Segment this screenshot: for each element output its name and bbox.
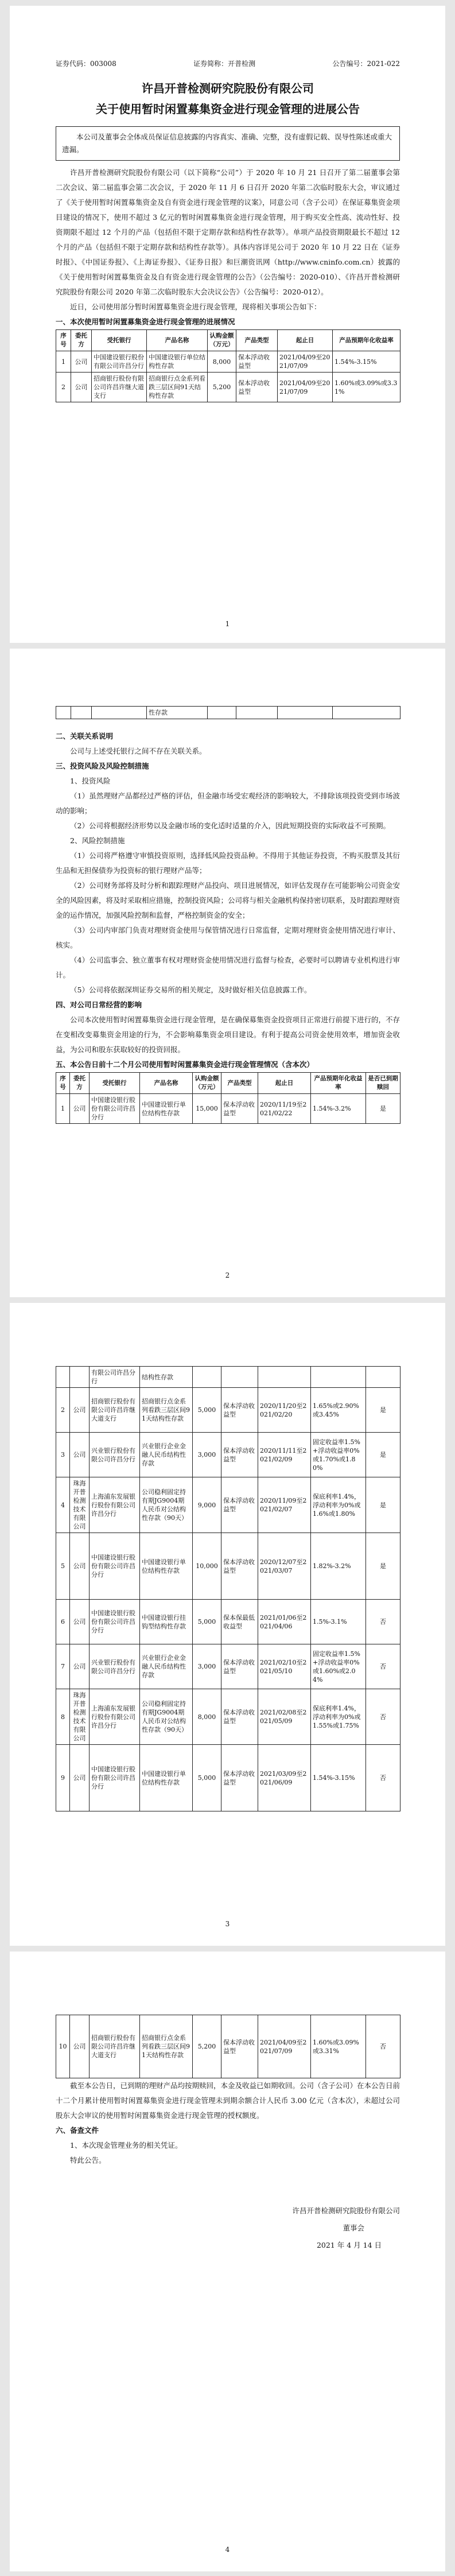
cell: 保本浮动收益型	[221, 1689, 258, 1745]
cell: 2	[56, 1388, 70, 1433]
cell: 兴业银行企业金融人民币结构性存款	[140, 1433, 193, 1477]
th-yield: 产品预期年化收益率	[311, 1073, 366, 1094]
th-amount: 认购金额（万元）	[193, 1073, 221, 1094]
cell: 2021/01/06至2021/04/06	[258, 1600, 311, 1644]
control-item-3: （3）公司内审部门负责对理财资金使用与保管情况进行日常监督，定期对理财资金使用情况进行审计、核实。	[56, 926, 400, 949]
header-line	[56, 59, 400, 68]
cell: 5	[56, 1533, 70, 1600]
cell: 中国建设银行单位结构性存款	[140, 1533, 193, 1600]
cell: 10,000	[193, 1533, 221, 1600]
page-4-body	[56, 2015, 400, 2254]
cell: 珠海开普检测技术有限公司	[70, 1477, 90, 1533]
table-row	[56, 1533, 400, 1600]
cell: 公司稳利固定持有期JG9004期人民币对公结构性存款（90天）	[140, 1477, 193, 1533]
th-product: 产品名称	[147, 330, 208, 351]
cell: 是	[366, 1477, 400, 1533]
cell: 2020/11/19至2021/02/22	[258, 1094, 311, 1124]
cell: 1	[56, 1094, 70, 1124]
th-yield: 产品预期年化收益率	[333, 330, 400, 351]
cell: 珠海开普检测技术有限公司	[70, 1689, 90, 1745]
control-heading: 2、风险控制措施	[70, 836, 125, 845]
cell: 公司	[70, 1600, 90, 1644]
cell: 2	[56, 373, 71, 402]
cell: 是	[366, 1433, 400, 1477]
cell: 中国建设银行挂钩型结构性存款	[140, 1600, 193, 1644]
page-number: 4	[225, 2546, 230, 2554]
cell: 1.54%-3.15%	[311, 1745, 366, 1811]
cell: 招商银行点金系列看跌三层区间91天结构性存款	[140, 1388, 193, 1433]
table-row	[56, 373, 400, 402]
th-bank: 受托银行	[90, 1073, 140, 1094]
table-twelve-months	[56, 1072, 400, 1124]
signature-date: 2021 年 4 月 14 日	[316, 2241, 382, 2249]
cell: 3	[56, 1433, 70, 1477]
table-row	[56, 707, 400, 719]
cell: 15,000	[193, 1094, 221, 1124]
cell: 1.65%或2.90%或3.45%	[311, 1388, 366, 1433]
page-2-top-fragment	[56, 706, 400, 719]
risk-heading: 1、投资风险	[70, 777, 111, 785]
cell: 9	[56, 1745, 70, 1811]
table-twelve-months-final	[56, 2015, 400, 2078]
cell: 保本浮动收益型	[221, 1644, 258, 1689]
cell: 招商银行股份有限公司许昌许继大道支行	[90, 1388, 140, 1433]
cell: 保底利率1.4%，浮动利率为0%或1.55%或1.75%	[311, 1689, 366, 1745]
cell: 性存款	[147, 707, 208, 719]
cell: 上海浦东发展银行股份有限公司许昌分行	[90, 1477, 140, 1533]
cell: 中国建设银行股份有限公司许昌分行	[90, 1094, 140, 1124]
cell: 保本保最低收益型	[221, 1600, 258, 1644]
page-number: 1	[225, 620, 230, 628]
table-row	[56, 1367, 400, 1388]
cell: 固定收益率1.5%+浮动收益率0%或1.70%或1.80%	[311, 1433, 366, 1477]
cell: 公司	[70, 1433, 90, 1477]
cell: 结构性存款	[140, 1367, 193, 1388]
table-continuation-fragment	[56, 706, 400, 719]
cell: 公司	[70, 1388, 90, 1433]
cell: 中国建设银行股份有限公司许昌分行	[90, 1745, 140, 1811]
risk-item-2: （2）公司将根据经济形势以及金融市场的变化适时适量的介入，因此短期投资的实际收益不可预期。	[70, 821, 390, 830]
page-title	[56, 78, 400, 119]
cell: 保本浮动收益型	[236, 373, 278, 402]
cell: 2021/04/09至2021/07/09	[278, 351, 333, 373]
body-section-1	[56, 165, 400, 402]
page-3	[10, 1303, 445, 1946]
th-redeemed: 是否已到期赎回	[366, 1073, 400, 1094]
cell: 1.82%-3.2%	[311, 1533, 366, 1600]
cell: 有限公司许昌分行	[90, 1367, 140, 1388]
cell: 5,200	[193, 2015, 221, 2078]
section-4-heading: 四、对公司日常经营的影响	[56, 1000, 142, 1009]
section-2-text: 公司与上述受托银行之间不存在关联关系。	[70, 747, 207, 755]
control-item-1: （1）公司将严格遵守审慎投资原则，选择低风险投资品种。不得用于其他证券投资，不购买股票及其衍生品和无担保债券为投资标的银行理财产品等；	[56, 851, 400, 875]
cell: 招商银行点金系列看跌三层区间91天结构性存款	[147, 373, 208, 402]
cell: 公司	[70, 1094, 90, 1124]
table-row	[56, 1745, 400, 1811]
cell: 公司稳利固定持有期JG9004期人民币对公结构性存款（90天）	[140, 1689, 193, 1745]
cell: 保本浮动收益型	[221, 1388, 258, 1433]
table-row	[56, 1388, 400, 1433]
cell: 保本浮动收益型	[221, 1745, 258, 1811]
cell: 3,000	[193, 1644, 221, 1689]
company-name: 许昌开普检测研究院股份有限公司	[142, 82, 314, 95]
cell: 兴业银行企业金融人民币结构性存款	[140, 1644, 193, 1689]
cell: 4	[56, 1477, 70, 1533]
page-4	[10, 1952, 445, 2571]
section-1-heading: 一、本次使用暂时闲置募集资金进行现金管理的进展情况	[56, 317, 235, 326]
page-number: 2	[225, 1271, 230, 1279]
notice-number: 公告编号：2021-022	[332, 60, 400, 68]
cell: 2021/04/09至2021/07/09	[278, 373, 333, 402]
cell: 8,000	[193, 1689, 221, 1745]
table-row	[56, 1094, 400, 1124]
table-row	[56, 1433, 400, 1477]
signature-company: 许昌开普检测研究院股份有限公司	[292, 2206, 400, 2215]
cell: 1	[56, 351, 71, 373]
body-section-2	[56, 729, 400, 1124]
cell: 6	[56, 1600, 70, 1644]
th-index: 序号	[56, 1073, 70, 1094]
cell: 是	[366, 1533, 400, 1600]
th-type: 产品类型	[236, 330, 278, 351]
cell: 招商银行股份有限公司许昌许继大道支行	[90, 2015, 140, 2078]
notice-box: 本公司及董事会全体成员保证信息披露的内容真实、准确、完整，没有虚假记载、误导性陈述或重大遗漏。	[56, 126, 400, 161]
cell: 中国建设银行股份有限公司许昌分行	[90, 1533, 140, 1600]
th-entrusting-party: 委托方	[71, 330, 92, 351]
table-row	[56, 1644, 400, 1689]
cell: 保本浮动收益型	[221, 2015, 258, 2078]
th-index: 序号	[56, 330, 71, 351]
cell: 1.54%-3.2%	[311, 1094, 366, 1124]
cell: 1.54%-3.15%	[333, 351, 400, 373]
signature-board: 董事会	[343, 2224, 364, 2232]
cell: 保本浮动收益型	[221, 1477, 258, 1533]
cell: 中国建设银行股份有限公司许昌分行	[92, 351, 147, 373]
intro-paragraph-2: 近日，公司使用部分暂时闲置募集资金进行现金管理，现将相关事项公告如下：	[70, 302, 321, 311]
table-header-row	[56, 330, 400, 351]
th-period: 起止日	[258, 1073, 311, 1094]
intro-paragraph: 许昌开普检测研究院股份有限公司（以下简称“公司”）于 2020 年 10 月 21 日召开了第二届董事会第二次会议、第二届监事会第二次会议，于 2020 年 11 月 6 日召开 2020 年第二次临时股东大会，审议通过了《关于使用暂时闲置募集资金及自有资金进行现金管理的议案》，同意公司（含子公司）在保证募集资金项目建设的情况下，使用不超过 3 亿元的暂时闲置募集资金进行现金管理，用于购买安全性高、流动性好、投资期限不超过 12 个月的产品（包括但不限于定期存款和结构性存款等）。单项产品投资期限最长不超过 12 个月的产品（包括但不限于定期存款和结构性存款等）。具体内容详见公司于 2020 年 10 月 22 日在《证券时报》、《中国证券报》、《上海证券报》、《证券日报》和巨潮资讯网（http://www.cninfo.com.cn）披露的《关于使用暂时闲置募集资金及自有资金进行现金管理的公告》（公告编号：2020-010）、《许昌开普检测研究院股份有限公司 2020 年第二次临时股东大会决议公告》（公告编号：2020-012）。	[56, 168, 400, 296]
th-period: 起止日	[278, 330, 333, 351]
cell: 2020/11/09至2021/02/07	[258, 1477, 311, 1533]
control-item-2: （2）公司财务部将及时分析和跟踪理财产品投向、项目进展情况，如评估发现存在可能影响公司资金安全的风险因素，将及时采取相应措施，控制投资风险；公司将与相关金融机构保持密切联系，及时跟踪理财资金的运作情况，加强风险控制和监督，严格控制资金的安全；	[56, 881, 400, 920]
stock-code: 证券代码：003008	[56, 60, 116, 68]
cell: 是	[366, 1094, 400, 1124]
cell: 公司	[71, 373, 92, 402]
cell: 否	[366, 1745, 400, 1811]
cell: 是	[366, 1388, 400, 1433]
section-2-heading: 二、关联关系说明	[56, 732, 114, 740]
cell: 2021/04/09至2021/07/09	[258, 2015, 311, 2078]
th-entrusting-party: 委托方	[70, 1073, 90, 1094]
cell: 3,000	[193, 1433, 221, 1477]
cell: 否	[366, 2015, 400, 2078]
th-bank: 受托银行	[92, 330, 147, 351]
cell: 招商银行点金系列看跌三层区间91天结构性存款	[140, 2015, 193, 2078]
cell: 9,000	[193, 1477, 221, 1533]
cell: 2020/11/20至2021/02/20	[258, 1388, 311, 1433]
th-amount: 认购金额（万元）	[208, 330, 236, 351]
summary-paragraph: 截至本公告日，已到期的理财产品均按期赎回，本金及收益已如期收回。公司（含子公司）在本公告日前十二个月累计使用暂时闲置募集资金进行现金管理未到期余额合计人民币 3.00 亿元（含本次），未超过公司股东大会审议的使用暂时闲置募集资金进行现金管理的授权额度。	[56, 2081, 400, 2120]
cell: 否	[366, 1600, 400, 1644]
cell: 保本浮动收益型	[236, 351, 278, 373]
cell: 中国建设银行股份有限公司许昌分行	[90, 1600, 140, 1644]
section-4-text: 公司本次使用暂时闲置募集资金进行现金管理，是在确保募集资金投资项目正常进行前提下进行的，不存在变相改变募集资金用途的行为，不会影响募集资金项目建设。有利于提高公司资金使用效率，增加资金收益，为公司和股东获取较好的投资回报。	[56, 1015, 400, 1054]
signature-block	[56, 2202, 400, 2254]
page-number: 3	[225, 1920, 230, 1928]
th-product: 产品名称	[140, 1073, 193, 1094]
cell: 8,000	[208, 351, 236, 373]
control-item-4: （4）公司监事会、独立董事有权对理财资金使用情况进行监督与检查，必要时可以聘请专业机构进行审计。	[56, 956, 400, 979]
page-3-table	[56, 1366, 400, 1811]
cell: 2021/02/10至2021/05/10	[258, 1644, 311, 1689]
table-row	[56, 351, 400, 373]
cell: 2020/11/11至2021/02/09	[258, 1433, 311, 1477]
cell: 5,200	[208, 373, 236, 402]
cell: 保本浮动收益型	[221, 1533, 258, 1600]
table-row	[56, 1600, 400, 1644]
cell: 上海浦东发展银行股份有限公司许昌分行	[90, 1689, 140, 1745]
cell: 5,000	[193, 1600, 221, 1644]
cell: 公司	[70, 1533, 90, 1600]
cell: 中国建设银行单位结构性存款	[147, 351, 208, 373]
section-3-heading: 三、投资风险及风险控制措施	[56, 762, 149, 770]
page-2	[10, 649, 445, 1297]
cell: 固定收益率1.5%+浮动收益率0%或1.60%或2.04%	[311, 1644, 366, 1689]
section-6-text: 1、本次现金管理业务的相关凭证。	[70, 2141, 182, 2150]
cell: 2020/12/07至2021/03/07	[258, 1533, 311, 1600]
cell: 兴业银行股份有限公司许昌分行	[90, 1644, 140, 1689]
cell: 2021/03/09至2021/06/09	[258, 1745, 311, 1811]
announcement-title: 关于使用暂时闲置募集资金进行现金管理的进展公告	[96, 102, 360, 116]
table-row	[56, 1477, 400, 1533]
table-header-row	[56, 1073, 400, 1094]
cell: 中国建设银行单位结构性存款	[140, 1094, 193, 1124]
table-row	[56, 2015, 400, 2078]
cell: 招商银行股份有限公司许昌许继大道支行	[92, 373, 147, 402]
cell: 1.5%-3.1%	[311, 1600, 366, 1644]
cell: 公司	[70, 1745, 90, 1811]
cell: 公司	[70, 2015, 90, 2078]
cell: 公司	[71, 351, 92, 373]
table-current-purchase	[56, 329, 400, 402]
th-type: 产品类型	[221, 1073, 258, 1094]
closing-text: 特此公告。	[70, 2156, 106, 2164]
table-twelve-months-continued	[56, 1366, 400, 1811]
cell: 2021/02/08至2021/05/09	[258, 1689, 311, 1745]
cell: 中国建设银行单位结构性存款	[140, 1745, 193, 1811]
control-item-5: （5）公司将依据深圳证券交易所的相关规定，及时做好相关信息披露工作。	[70, 986, 312, 994]
cell: 5,000	[193, 1388, 221, 1433]
cell: 保本浮动收益型	[221, 1094, 258, 1124]
table-row	[56, 1689, 400, 1745]
cell: 公司	[70, 1644, 90, 1689]
page-1	[10, 6, 445, 643]
cell: 1.60%或3.09%或3.31%	[333, 373, 400, 402]
cell: 兴业银行股份有限公司许昌分行	[90, 1433, 140, 1477]
cell: 8	[56, 1689, 70, 1745]
cell: 5,000	[193, 1745, 221, 1811]
section-6-heading: 六、备查文件	[56, 2126, 99, 2135]
risk-item-1: （1）虽然理财产品都经过严格的评估，但金融市场受宏观经济的影响较大，不排除该项投资受到市场波动的影响；	[56, 792, 400, 815]
cell: 1.60%或3.09%或3.31%	[311, 2015, 366, 2078]
cell: 保底利率1.4%，浮动利率为0%或1.6%或1.80%	[311, 1477, 366, 1533]
cell: 保本浮动收益型	[221, 1433, 258, 1477]
cell: 否	[366, 1689, 400, 1745]
cell: 10	[56, 2015, 70, 2078]
cell: 7	[56, 1644, 70, 1689]
cell: 否	[366, 1644, 400, 1689]
stock-name: 证券简称：开普检测	[193, 60, 256, 68]
section-5-heading: 五、本公告日前十二个月公司使用暂时闲置募集资金进行现金管理情况（含本次）	[56, 1060, 314, 1069]
